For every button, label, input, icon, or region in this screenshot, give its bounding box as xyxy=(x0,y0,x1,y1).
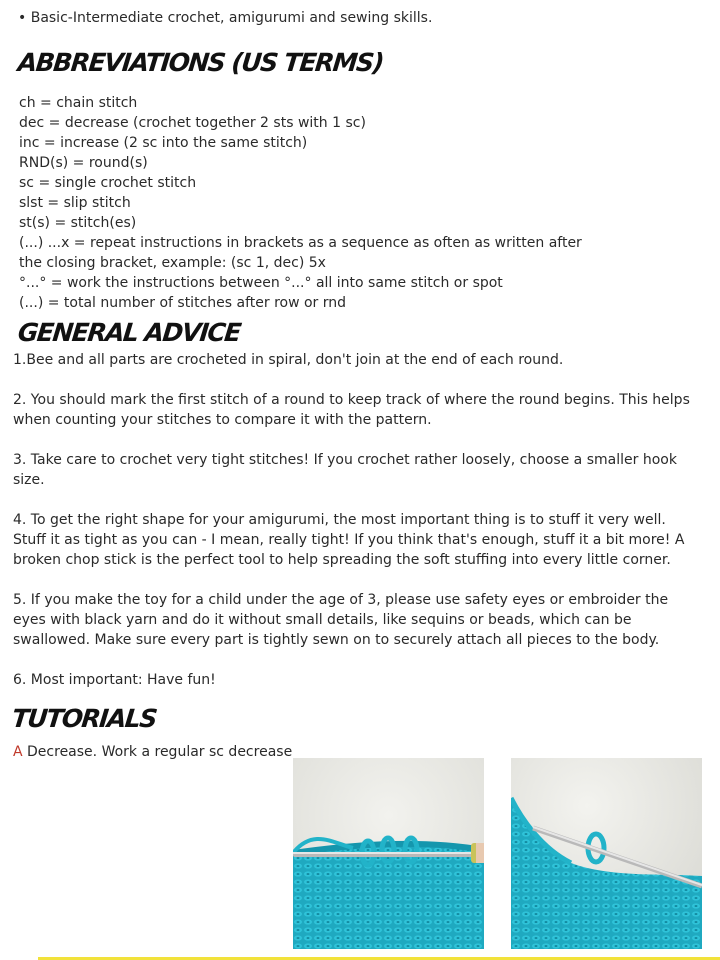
abbrev-item: (...) ...x = repeat instructions in brackets as a sequence as often as written after xyxy=(19,235,582,251)
advice-item: 3. Take care to crochet very tight stitches! If you crochet rather loosely, choose a smaller hook size. xyxy=(13,452,677,488)
advice-item: 4. To get the right shape for your amigurumi, the most important thing is to stuff it very well. Stuff it as tight as you can - I mean, really tight! If you think that's enough, stuff it a bit more! A broken chop stick is the perfect tool to help spreading the soft stuffing into every little corner. xyxy=(13,512,685,568)
abbrev-item: °...° = work the instructions between °...° all into same stitch or spot xyxy=(19,275,503,291)
advice-item: 1.Bee and all parts are crocheted in spiral, don't join at the end of each round. xyxy=(13,352,564,368)
skills-line: • Basic-Intermediate crochet, amigurumi and sewing skills. xyxy=(18,10,433,26)
tutorial-a-caption xyxy=(13,742,292,762)
abbrev-item: slst = slip stitch xyxy=(19,195,131,211)
abbrev-item: ch = chain stitch xyxy=(19,95,138,111)
abbrev-item: inc = increase (2 sc into the same stitch) xyxy=(19,135,308,151)
tutorial-photo-1 xyxy=(293,758,484,949)
tutorials-heading: TUTORIALS xyxy=(10,704,158,733)
abbrev-item: st(s) = stitch(es) xyxy=(19,215,137,231)
crochet-photo-image xyxy=(293,758,484,949)
general-advice-list xyxy=(13,350,703,710)
abbrev-item: the closing bracket, example: (sc 1, dec) 5x xyxy=(19,255,326,271)
abbrev-item: (...) = total number of stitches after row or rnd xyxy=(19,295,347,311)
abbreviations-heading: ABBREVIATIONS (US TERMS) xyxy=(16,48,385,77)
abbrev-item: sc = single crochet stitch xyxy=(19,175,197,191)
crochet-photo-image-2 xyxy=(511,758,702,949)
abbrev-item: RND(s) = round(s) xyxy=(19,155,148,171)
abbreviations-list xyxy=(19,93,599,313)
tutorial-photo-2 xyxy=(511,758,702,949)
advice-item: 2. You should mark the first stitch of a round to keep track of where the round begins. This helps when counting your stitches to compare it with the pattern. xyxy=(13,392,690,428)
general-advice-heading: GENERAL ADVICE xyxy=(16,318,242,347)
tutorial-text: Decrease. Work a regular sc decrease xyxy=(22,744,293,760)
tutorial-letter: A xyxy=(13,744,23,760)
advice-item: 5. If you make the toy for a child under the age of 3, please use safety eyes or embroider the eyes with black yarn and do it without small details, like sequins or beads, which can be swallowed. Make sure every part is tightly sewn on to securely attach all pieces to the body. xyxy=(13,592,669,648)
advice-item: 6. Most important: Have fun! xyxy=(13,672,216,688)
abbrev-item: dec = decrease (crochet together 2 sts with 1 sc) xyxy=(19,115,366,131)
